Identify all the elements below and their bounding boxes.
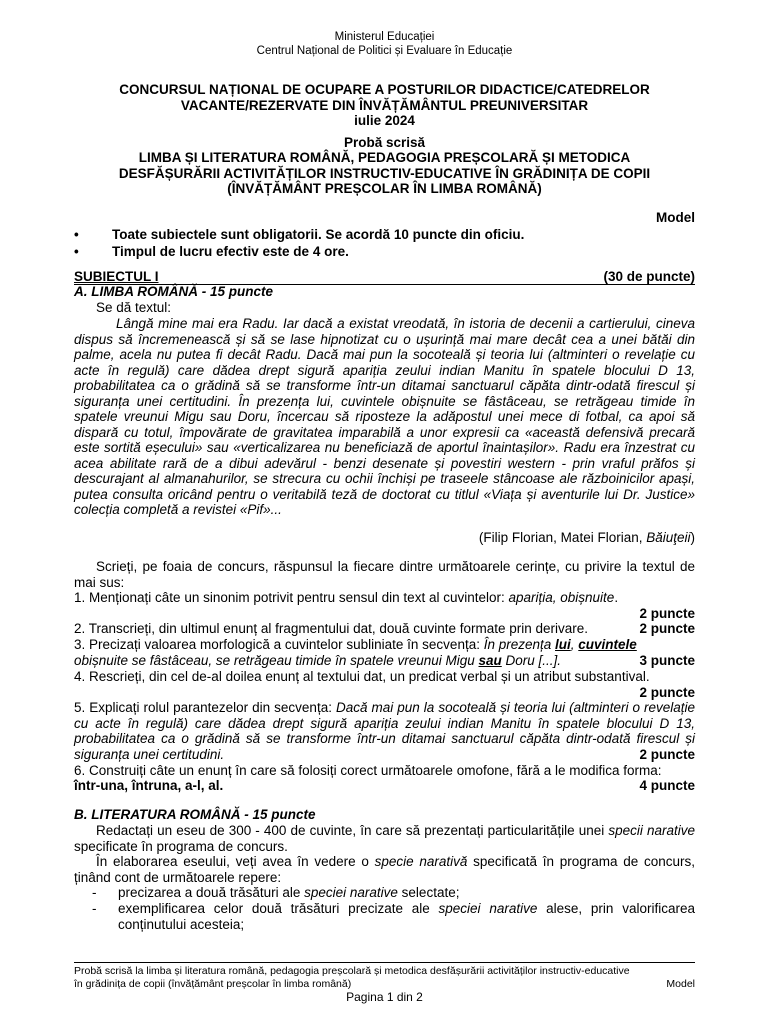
question-2-points: 2 puncte bbox=[639, 621, 695, 636]
subject-heading bbox=[74, 269, 695, 285]
part-b-paragraph-2 bbox=[74, 854, 695, 885]
question-1-points: 2 puncte bbox=[639, 606, 695, 621]
model-label: Model bbox=[656, 210, 695, 225]
source-title: Băiuţeii bbox=[646, 530, 691, 545]
part-b-p1-term: specii narative bbox=[608, 823, 696, 838]
question-6-points: 4 puncte bbox=[639, 778, 695, 793]
question-5-quote: Dacă mai pun la socoteală și teoria lui (altminteri o revelație cu acte în regulă) care dădea drept sigură apariția zeului indian Manitu în spatele blocului D 13, probabilitatea ca o grădină să se transforme într-un ditamai sanctuarul căpăta dintr-odată firescul și siguranța unei certitudini. bbox=[74, 700, 696, 762]
criteria-1-term: speciei narative bbox=[304, 885, 398, 900]
question-3-comma: , bbox=[570, 637, 579, 652]
criteria-item-2 bbox=[74, 901, 695, 932]
question-6-words: într-una, întruna, a-l, al. bbox=[74, 778, 224, 793]
question-1-end: . bbox=[614, 590, 619, 605]
ministry-header bbox=[74, 30, 695, 58]
question-5-points: 2 puncte bbox=[639, 747, 695, 762]
title-line-4: Probă scrisă bbox=[343, 134, 426, 150]
subject-points: (30 de puncte) bbox=[603, 269, 695, 284]
question-1-words: apariția, obișnuite bbox=[508, 590, 615, 605]
footer-line-2-row bbox=[74, 978, 695, 991]
question-3-quote-middle: obișnuite se fâstâceau, se retrăgeau timide în spatele vreunui Migu bbox=[74, 653, 479, 668]
question-2 bbox=[74, 621, 695, 637]
part-b-title: B. LITERATURA ROMÂNĂ - 15 puncte bbox=[74, 807, 316, 822]
source-prefix: (Filip Florian, Matei Florian, bbox=[478, 530, 647, 545]
question-1 bbox=[74, 590, 695, 606]
criteria-2-c: alese, prin valorificarea conținutului acesteia; bbox=[118, 901, 695, 932]
question-3-underlined-sau: sau bbox=[478, 653, 502, 668]
exam-title bbox=[74, 82, 695, 197]
criteria-item-1-text bbox=[118, 885, 695, 901]
header-line-2: Centrul Național de Politici și Evaluare în Educație bbox=[256, 45, 513, 57]
dash-marker: - bbox=[92, 901, 97, 916]
title-line-3: iulie 2024 bbox=[354, 113, 415, 128]
question-6-line-2 bbox=[74, 778, 695, 794]
task-intro: Scrieți, pe foaia de concurs, răspunsul la fiecare dintre următoarele cerințe, cu privire la textul de mai sus: bbox=[74, 559, 695, 590]
question-5-text: 5. Explicați rolul parantezelor din secvența: bbox=[74, 700, 336, 715]
footer-model: Model bbox=[666, 977, 695, 990]
criteria-item-1 bbox=[74, 885, 695, 901]
criteria-2-term: speciei narative bbox=[438, 901, 538, 916]
question-3-quote-start: În prezența bbox=[483, 637, 556, 652]
question-3-underlined-lui: lui bbox=[555, 637, 571, 652]
question-4: 4. Rescrieți, din cel de-al doilea enunț al textului dat, un predicat verbal și un atribut substantival. bbox=[74, 669, 650, 684]
bullet-icon: • bbox=[74, 227, 79, 242]
question-3-underlined-cuvintele: cuvintele bbox=[578, 637, 637, 652]
criteria-1-a: precizarea a două trăsături ale bbox=[118, 885, 305, 900]
header-line-1: Ministerul Educației bbox=[334, 31, 435, 43]
rule-item-2 bbox=[74, 244, 695, 260]
page-number: Pagina 1 din 2 bbox=[346, 990, 423, 1004]
part-b-p1-text: Redactați un eseu de 300 - 400 de cuvinte, în care să prezentați particularitățile unei bbox=[96, 823, 609, 838]
question-3 bbox=[74, 637, 695, 653]
question-3-line-2 bbox=[74, 653, 695, 669]
source-suffix: ) bbox=[690, 530, 695, 545]
question-3-text: 3. Precizați valoarea morfologică a cuvintelor subliniate în secvența: bbox=[74, 637, 484, 652]
rule-item-1 bbox=[74, 227, 695, 243]
footer-divider bbox=[74, 962, 695, 963]
subject-title: SUBIECTUL I bbox=[74, 269, 159, 284]
question-3-quote-end: Doru [...]. bbox=[501, 653, 562, 668]
criteria-2-a: exemplificarea celor două trăsături precizate ale bbox=[118, 901, 439, 916]
question-2-text: 2. Transcrieți, din ultimul enunț al fragmentului dat, două cuvinte formate prin derivare. bbox=[74, 621, 589, 636]
part-a-intro: Se dă textul: bbox=[96, 300, 172, 315]
part-a-title: A. LIMBA ROMÂNĂ - 15 puncte bbox=[74, 284, 273, 299]
footer-line-2: în grădinița de copii (învățământ preșcolar în limba română) bbox=[74, 977, 352, 990]
title-line-5: LIMBA ȘI LITERATURA ROMÂNĂ, PEDAGOGIA PREȘCOLARĂ ȘI METODICA bbox=[138, 150, 631, 165]
part-b-p2-term: specie narativă bbox=[374, 854, 468, 869]
footer-line-1: Probă scrisă la limba și literatura română, pedagogia preșcolară și metodica desfășurării activităților instructiv-educative bbox=[74, 965, 630, 977]
question-1-text: 1. Menționați câte un sinonim potrivit pentru sensul din text al cuvintelor: bbox=[74, 590, 509, 605]
excerpt-source bbox=[74, 530, 695, 546]
literary-excerpt: Lângă mine mai era Radu. Iar dacă a existat vreodată, în istoria de decenii a cartierului, cineva dispus să încremenească și să se lase hipnotizat cu o ușurință mai mare decât cea a unei bătăi din palme, acela nu putea fi decât Radu. Dacă mai pun la socoteală și teoria lui (altminteri o revelație cu acte în regulă) care dădea drept sigură apariția zeului indian Manitu în spatele blocului D 13, probabilitatea ca o grădină să se transforme într-un ditamai sanctuarul căpăta dintr-odată firescul și siguranța unei certitudini. În prezența lui, cuvintele obișnuite se fâstâceau, se retrăgeau timide în spatele vreunui Migu sau Doru, încercau să riposteze la adăpostul unei mece di fotbal, ca apoi să dispară cu totul, împovărate de gravitatea imparabilă a unor expresii ca «această defensivă precară este sortită eșecului» sau «verticalizarea nu beneficiază de aportul înaintașilor». Radu era înzestrat cu acea abilitate rară de a dibui adevărul - benzi desenate și povestiri western - prin vraful prăfos și descurajant al almanahurilor, se strecura cu ochii închiși pe traseele stâncoase ale războinicilor apași, putea consulta oricând pentru o veritabilă teză de doctorat cu titlul «Viața și aventurile lui Dr. Justice» colecția completă a revistei «Pif»... bbox=[74, 316, 695, 517]
criteria-1-c: selectate; bbox=[397, 885, 460, 900]
title-line-6: DESFĂȘURĂRII ACTIVITĂȚILOR INSTRUCTIV-EDUCATIVE ÎN GRĂDINIȚA DE COPII bbox=[118, 165, 651, 181]
question-3-points: 3 puncte bbox=[639, 653, 695, 668]
criteria-item-2-text bbox=[118, 901, 695, 932]
footer bbox=[74, 965, 695, 1004]
rule-text-2: Timpul de lucru efectiv este de 4 ore. bbox=[112, 244, 349, 259]
question-6: 6. Construiți câte un enunț în care să folosiți corect următoarele omofone, fără a le modifica forma: bbox=[74, 763, 662, 778]
title-line-2: VACANTE/REZERVATE DIN ÎNVĂȚĂMÂNTUL PREUNIVERSITAR bbox=[180, 97, 589, 113]
question-4-points: 2 puncte bbox=[639, 685, 695, 700]
part-b-p2-text: În elaborarea eseului, veți avea în vedere o bbox=[96, 854, 375, 869]
rule-text-1: Toate subiectele sunt obligatorii. Se acordă 10 puncte din oficiu. bbox=[112, 227, 525, 242]
part-b-p2-end: specificată în programa de concurs, ținând cont de următoarele repere: bbox=[74, 854, 695, 885]
title-line-1: CONCURSUL NAȚIONAL DE OCUPARE A POSTURILOR DIDACTICE/CATEDRELOR bbox=[119, 82, 650, 97]
bullet-icon: • bbox=[74, 244, 79, 259]
part-b-paragraph-1 bbox=[74, 823, 695, 854]
dash-marker: - bbox=[92, 885, 97, 900]
title-line-7: (ÎNVĂȚĂMÂNT PREȘCOLAR ÎN LIMBA ROMÂNĂ) bbox=[227, 181, 542, 196]
part-b-p1-end: specificate în programa de concurs. bbox=[74, 838, 288, 854]
